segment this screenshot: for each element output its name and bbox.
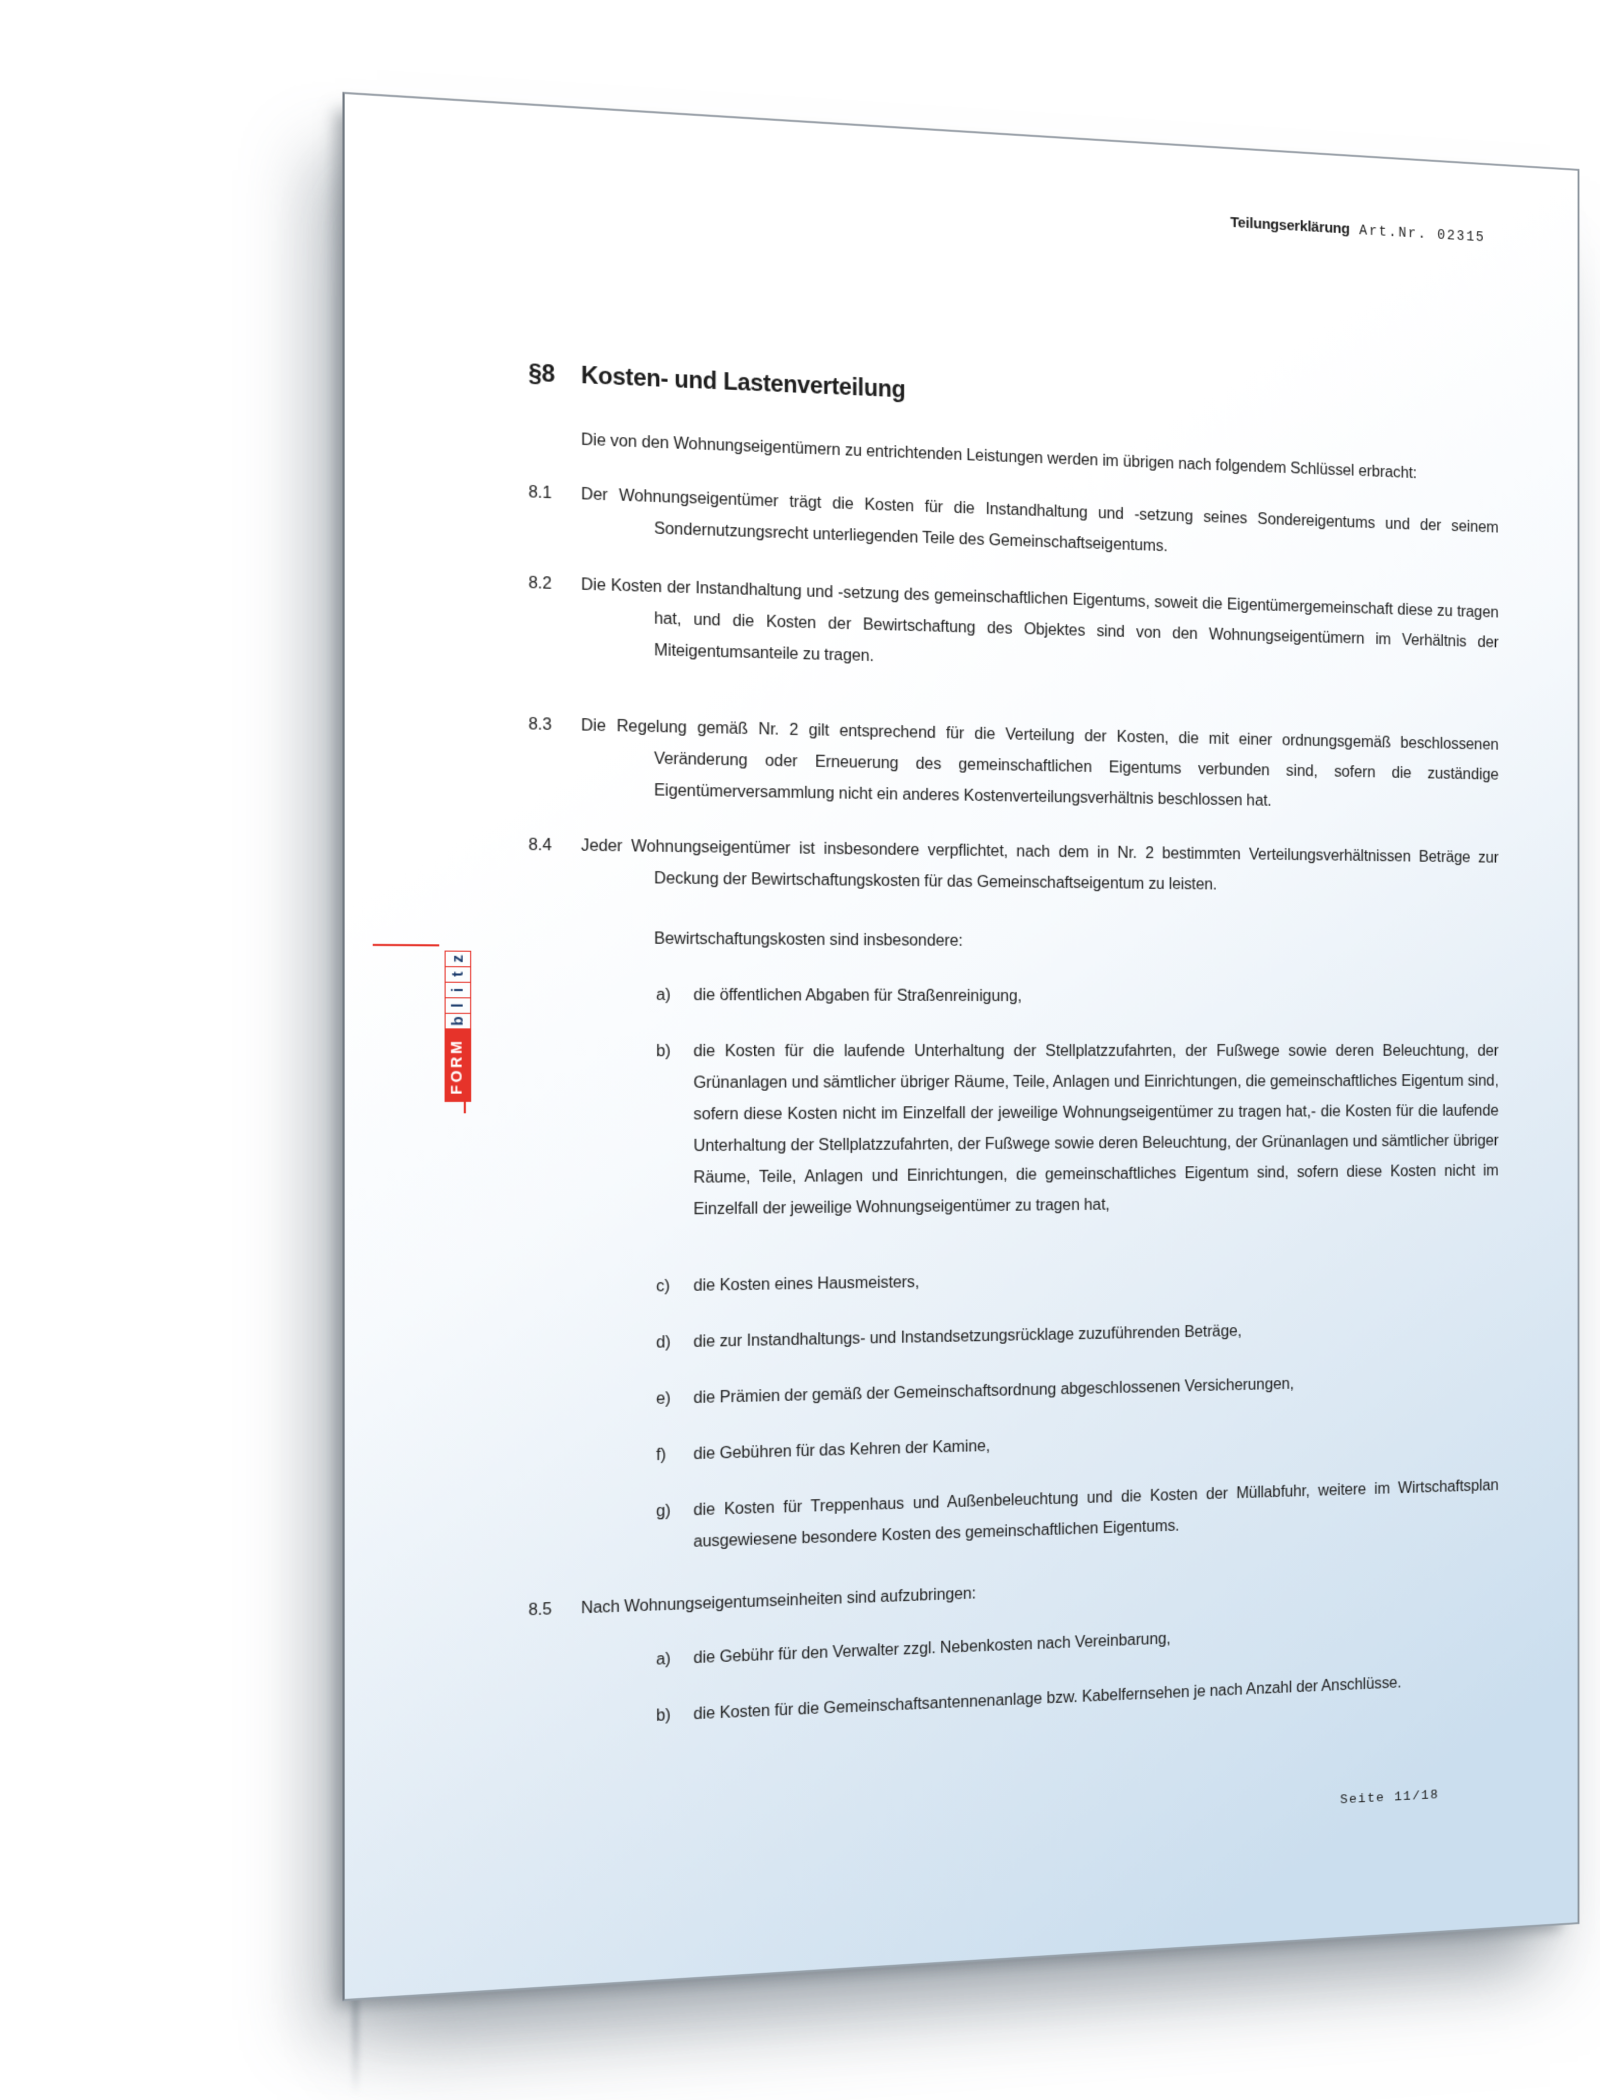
heading-title: Kosten- und Lastenverteilung [581, 361, 906, 403]
list-item-letter: f) [656, 1446, 667, 1465]
heading-number: §8 [528, 359, 555, 388]
list-item-text: die Gebühr für den Verwalter zzgl. Nebenkosten nach Vereinbarung, [693, 1630, 1171, 1668]
list-item-letter: b) [656, 1706, 671, 1725]
list-item-letter: g) [656, 1502, 671, 1521]
section-text: Die Kosten der Instandhaltung und -setzung des gemeinschaftlichen Eigentums, soweit die Eigentümergemeinschaft diese zu tragen hat, und die Kosten der Bewirtschaftung des Objektes sind von den Wohnungseigentümern im Verhältnis der Miteigentumsanteile zu tragen. [581, 576, 1499, 666]
logo-letter: l [445, 997, 472, 1014]
list-item-g [345, 1468, 1578, 1570]
list-item-text: die Prämien der gemäß der Gemeinschaftsordnung abgeschlossenen Versicherungen, [693, 1375, 1294, 1408]
section-number: 8.1 [528, 483, 552, 503]
list-item-letter: d) [656, 1334, 671, 1352]
logo-letter: t [445, 966, 472, 983]
list-item-letter: a) [656, 1650, 671, 1669]
section-text: Nach Wohnungseigentumseinheiten sind aufzubringen: [581, 1585, 977, 1618]
article-number: Art.Nr. 02315 [1359, 223, 1486, 247]
section-number: 8.3 [528, 715, 552, 734]
intro-text: Die von den Wohnungseigentümern zu entrichtenden Leistungen werden im übrigen nach folgendem Schlüssel erbracht: [581, 431, 1417, 483]
section-number: 8.5 [528, 1600, 552, 1620]
section-8-3 [345, 705, 1578, 822]
list-item-letter: e) [656, 1390, 671, 1408]
list-item-text: die Kosten für die Gemeinschaftsantennenanlage bzw. Kabelfernsehen je nach Anzahl der Anschlüsse. [693, 1674, 1402, 1724]
list-item-text: die zur Instandhaltungs- und Instandsetzungsrücklage zuzuführenden Beträge, [693, 1323, 1242, 1351]
list-item-text: die Kosten eines Hausmeisters, [693, 1274, 920, 1295]
section-number: 8.2 [528, 574, 552, 593]
list-item-letter: b) [656, 1042, 671, 1061]
list-item-d [345, 1310, 1578, 1365]
list-item-letter: c) [656, 1277, 670, 1296]
section-number: 8.4 [528, 836, 552, 855]
doc-type-label: Teilungserklärung [1230, 214, 1350, 238]
bewirtschaftung-label: Bewirtschaftungskosten sind insbesondere: [654, 930, 963, 950]
list-item-e [345, 1363, 1578, 1423]
page-edge-reflection [352, 1998, 359, 2096]
list-item-b [345, 1036, 1578, 1230]
section-8-2 [345, 562, 1578, 690]
page-number: Seite 11/18 [1339, 1788, 1440, 1809]
section-text: Die Regelung gemäß Nr. 2 gilt entsprechend für die Verteilung der Kosten, die mit einer ordnungsgemäß beschlossenen Veränderung oder Erneuerung des gemeinschaftlichen Eigentums verbunden sind, sofern die zuständige Eigentümerversammlung nicht ein anderes Kostenverteilungsverhältnis beschlossen hat. [581, 717, 1499, 810]
list-item-a [345, 978, 1578, 1013]
section-text: Jeder Wohnungseigentümer ist insbesondere verpflichtet, nach dem in Nr. 2 bestimmten Verteilungsverhältnissen Beträge zur Deckung der Bewirtschaftungskosten für das Gemeinschaftseigentum zu leisten. [581, 837, 1499, 894]
section-heading [528, 359, 1577, 433]
list-item-text: die Gebühren für das Kehren der Kamine, [693, 1437, 991, 1464]
logo-letter: z [445, 950, 472, 967]
list-item-text: die Kosten für Treppenhaus und Außenbeleuchtung und die Kosten der Müllabfuhr, weitere im Wirtschaftsplan ausgewiesene besondere Kosten des gemeinschaftlichen Eigentums. [693, 1477, 1499, 1551]
logo-letter: i [445, 982, 472, 999]
list-item-text: die Kosten für die laufende Unterhaltung der Stellplatzzufahrten, der Fußwege sowie deren Beleuchtung, der Grünanlagen und sämtlicher übriger Räume, Teile, Anlagen und Einrichtungen, die gemeinschaftliches Eigentum sind, sofern diese Kosten nicht im Einzelfall der jeweilige Wohnungseigentümer zu tragen hat,- die Kosten für die laufende Unterhaltung der Stellplatzzufahrten, der Fußwege sowie deren Beleuchtung, der Grünanlagen und sämtlicher übriger Räume, Teile, Anlagen und Einrichtungen, die gemeinschaftliches Eigentum sind, sofern diese Kosten nicht im Einzelfall der jeweilige Wohnungseigentümer zu tragen hat, [693, 1042, 1499, 1219]
logo-letter: b [445, 1013, 472, 1030]
document-content [345, 94, 1578, 1746]
list-item-letter: a) [656, 986, 671, 1005]
section-8-4 [345, 827, 1578, 904]
list-item-f [345, 1416, 1578, 1481]
document-page [342, 92, 1579, 2001]
list-item-text: die öffentlichen Abgaben für Straßenreinigung, [693, 986, 1022, 1006]
logo-form-text: FORM [445, 1028, 472, 1102]
list-item-c [345, 1257, 1578, 1308]
section-text: Der Wohnungseigentümer trägt die Kosten für die Instandhaltung und -setzung seines Sondereigentums und der seinem Sondernutzungsrecht unterliegenden Teile des Gemeinschaftseigentums. [581, 485, 1499, 556]
